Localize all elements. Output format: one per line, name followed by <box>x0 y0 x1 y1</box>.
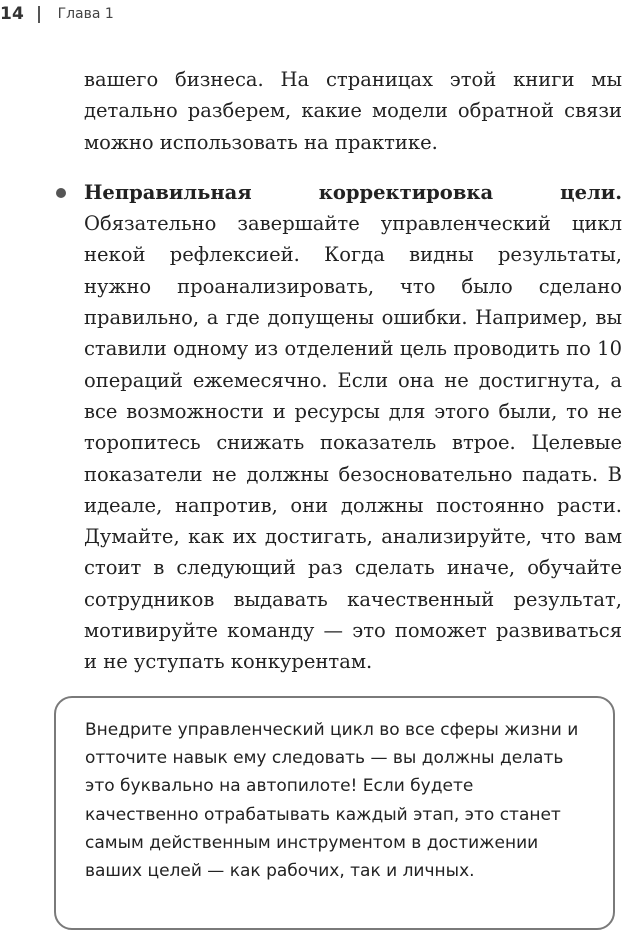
page-number: 14 <box>0 4 25 24</box>
bullet-text: Обязательно завершайте управленческий цикл некой рефлексией. Когда видны результаты, нужно проанализировать, что было сделано правильно, а где допущены ошибки. Например, вы ставили одному из отделений цель проводить по 10 операций ежемесячно. Если она не достигнута, а все возможности и ресурсы для этого были, то не торопитесь снижать показатель втрое. Целевые показатели не должны безосновательно падать. В идеале, напротив, они должны постоянно расти. Думайте, как их достигать, анализируйте, что вам стоит в следующий раз сделать иначе, обучайте сотрудников выдавать качественный результат, мотивируйте команду — это поможет развиваться и не уступать конкурентам. <box>84 212 622 674</box>
callout-box <box>54 696 615 930</box>
continuation-paragraph: вашего бизнеса. На страницах этой книги мы детально разберем, какие модели обратной связи можно использовать на практике. <box>84 68 622 154</box>
bullet-title: Неправильная корректировка цели. <box>84 180 622 204</box>
bullet-dot-icon <box>56 188 66 198</box>
body-text <box>84 64 622 678</box>
chapter-label: Глава 1 <box>57 6 114 22</box>
callout-text: Внедрите управленческий цикл во все сферы жизни и отточите навык ему следовать — вы должны делать это буквально на автопилоте! Если будете качественно отрабатывать каждый этап, это станет самым действенным инструментом в достижении ваших целей — как рабочих, так и личных. <box>85 720 579 882</box>
header-divider <box>38 6 40 23</box>
running-head <box>0 0 114 28</box>
bullet-item <box>84 177 622 678</box>
